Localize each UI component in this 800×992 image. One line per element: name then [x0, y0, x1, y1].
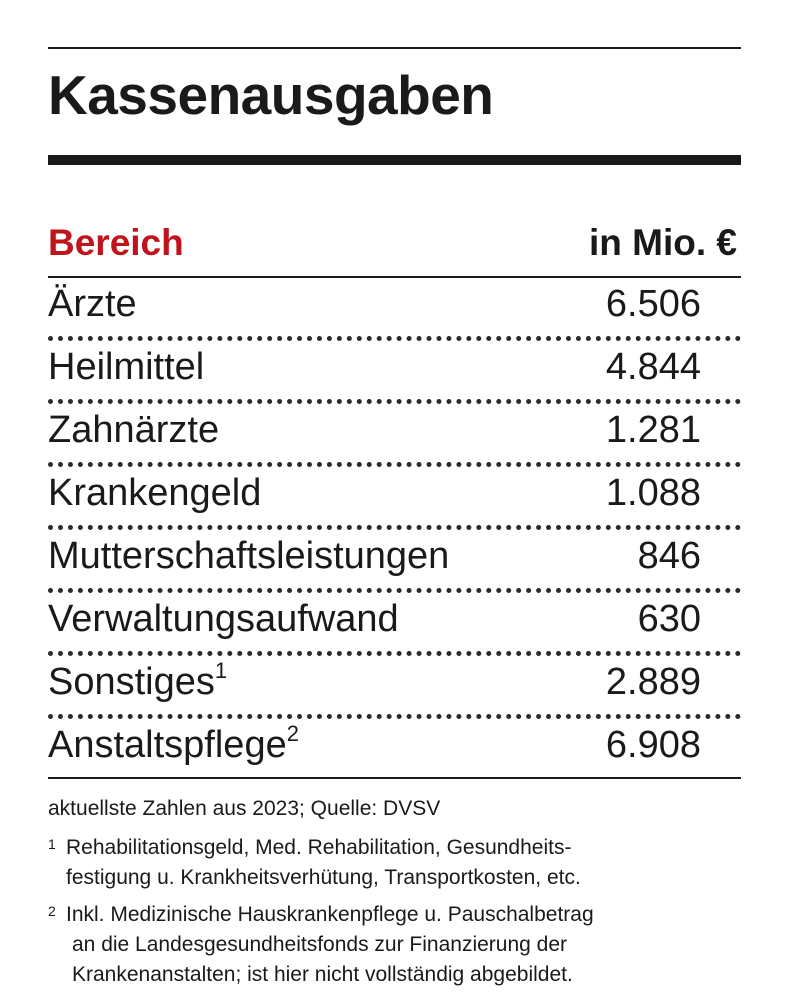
- expenses-table: [48, 220, 741, 779]
- row-label: Zahnärzte: [48, 409, 220, 451]
- footnote-line: festigung u. Krankheitsverhütung, Transportkosten, etc.: [66, 866, 581, 889]
- footnote-1: [48, 833, 748, 893]
- row-label: Krankengeld: [48, 472, 262, 514]
- row-label: Verwaltungsaufwand: [48, 598, 399, 640]
- table-row: [48, 656, 741, 719]
- row-value: 630: [637, 598, 701, 640]
- row-value: 846: [637, 535, 701, 577]
- source-note: aktuellste Zahlen aus 2023; Quelle: DVSV: [48, 797, 441, 820]
- footnote-line: an die Landesgesundheitsfonds zur Finanzierung der: [72, 933, 568, 956]
- table-row: [48, 341, 741, 404]
- row-value: 6.908: [605, 724, 701, 766]
- table-row: [48, 719, 741, 779]
- row-value: 1.088: [605, 472, 701, 514]
- table-row: [48, 467, 741, 530]
- footnote-marker: 1: [48, 836, 56, 852]
- top-rule: [48, 47, 741, 49]
- row-label: Anstaltspflege$^2$: [48, 721, 299, 766]
- footnote-line: Krankenanstalten; ist hier nicht vollständig abgebildet.: [72, 963, 573, 986]
- row-label: Mutterschaftsleistungen: [48, 535, 450, 577]
- row-label: Sonstiges$^1$: [48, 658, 228, 703]
- row-label: Ärzte: [48, 283, 137, 325]
- footnote-marker: 2: [48, 903, 56, 919]
- row-value: 6.506: [605, 283, 701, 325]
- column-header-bereich: Bereich: [48, 222, 184, 263]
- footnote-line: Inkl. Medizinische Hauskrankenpflege u. Pauschalbetrag: [66, 903, 594, 926]
- footnote-reference: 2: [286, 721, 299, 746]
- footnote-reference: 1: [214, 658, 228, 683]
- table-row: [48, 593, 741, 656]
- title-rule: [48, 155, 741, 165]
- table-row: [48, 530, 741, 593]
- table-row: [48, 278, 741, 341]
- column-header-amount: in Mio. €: [589, 222, 737, 263]
- table-row: [48, 404, 741, 467]
- footnote-2: [48, 900, 748, 990]
- page-title: Kassenausgaben: [48, 64, 494, 126]
- row-value: 2.889: [605, 661, 701, 703]
- row-value: 4.844: [605, 346, 701, 388]
- table-header: [48, 220, 741, 278]
- footnote-line: Rehabilitationsgeld, Med. Rehabilitation, Gesundheits-: [66, 836, 572, 859]
- row-label: Heilmittel: [48, 346, 205, 388]
- row-value: 1.281: [605, 409, 701, 451]
